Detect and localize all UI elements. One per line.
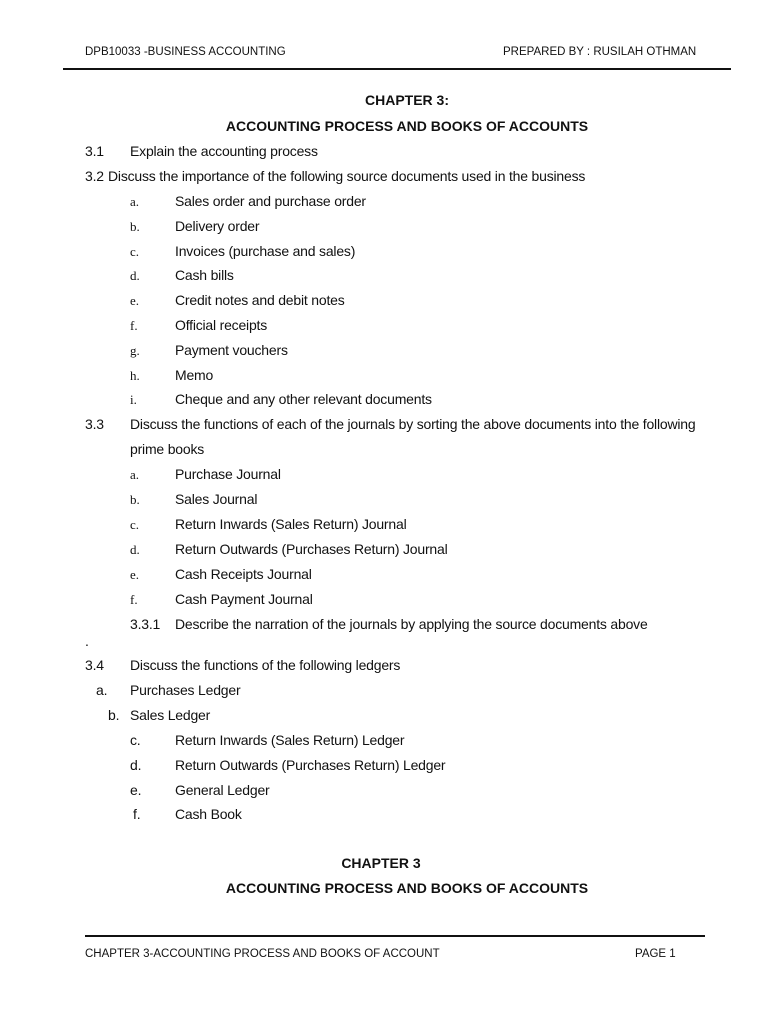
list-item: Official receipts: [175, 317, 268, 333]
chapter-title: CHAPTER 3:: [364, 92, 449, 108]
list-item: Purchases Ledger: [130, 682, 241, 698]
list-item-letter: e.: [130, 293, 140, 308]
section-text-3-3-cont: prime books: [130, 441, 205, 457]
footer-rule: [85, 935, 705, 937]
list-item: Cash Receipts Journal: [175, 566, 312, 582]
list-item-letter: b.: [130, 492, 140, 507]
list-item: Cheque and any other relevant documents: [175, 391, 432, 407]
list-item: Return Outwards (Purchases Return) Ledger: [175, 757, 446, 773]
list-item: Cash bills: [175, 267, 234, 283]
list-item-letter: a.: [130, 194, 140, 209]
chapter-subtitle: ACCOUNTING PROCESS AND BOOKS OF ACCOUNTS: [225, 118, 589, 134]
stray-dot: .: [85, 633, 89, 649]
list-item: Memo: [175, 367, 214, 383]
list-item-letter: b.: [130, 219, 140, 234]
list-item: Cash Payment Journal: [175, 591, 313, 607]
section-text-3-3: Discuss the functions of each of the journals by sorting the above documents into the following: [130, 416, 696, 432]
footer-page-number: PAGE 1: [635, 948, 676, 960]
list-item-letter: f.: [130, 318, 138, 333]
list-item-letter: h.: [130, 368, 140, 383]
chapter-subtitle-repeat: ACCOUNTING PROCESS AND BOOKS OF ACCOUNTS: [225, 880, 589, 896]
list-item-letter: c.: [130, 244, 140, 259]
footer-chapter: CHAPTER 3-ACCOUNTING PROCESS AND BOOKS OF ACCOUNT: [85, 948, 440, 960]
header-prepared-by: PREPARED BY : RUSILAH OTHMAN: [503, 46, 697, 58]
list-item-letter: a.: [130, 467, 140, 482]
section-text-3-2: Discuss the importance of the following source documents used in the business: [108, 168, 586, 184]
section-number-3-2: 3.2: [85, 168, 104, 184]
chapter-title-repeat: CHAPTER 3: [341, 855, 421, 871]
section-number-3-1: 3.1: [85, 143, 104, 159]
header-rule: [63, 68, 731, 70]
list-item: Return Inwards (Sales Return) Journal: [175, 516, 407, 532]
section-number-3-3: 3.3: [85, 416, 104, 432]
list-item-letter: g.: [130, 343, 140, 358]
list-item-letter: e.: [130, 567, 140, 582]
list-item: Cash Book: [175, 806, 242, 822]
section-number-3-4: 3.4: [85, 657, 104, 673]
list-item: General Ledger: [175, 782, 270, 798]
list-item-letter: a.: [96, 682, 108, 698]
list-item: Sales Journal: [175, 491, 258, 507]
list-item-letter: d.: [130, 542, 140, 557]
section-text-3-4: Discuss the functions of the following ledgers: [130, 657, 401, 673]
subsection-number-3-3-1: 3.3.1: [130, 616, 161, 632]
list-item: Sales order and purchase order: [175, 193, 366, 209]
list-item: Purchase Journal: [175, 466, 281, 482]
list-item-letter: f.: [130, 592, 138, 607]
list-item-letter: f.: [133, 806, 141, 822]
list-item: Delivery order: [175, 218, 260, 234]
list-item-letter: d.: [130, 268, 140, 283]
list-item: Return Outwards (Purchases Return) Journal: [175, 541, 448, 557]
list-item-letter: i.: [130, 392, 137, 407]
list-item-letter: d.: [130, 757, 142, 773]
list-item: Credit notes and debit notes: [175, 292, 345, 308]
section-text-3-1: Explain the accounting process: [130, 143, 318, 159]
list-item: Payment vouchers: [175, 342, 288, 358]
list-item-letter: c.: [130, 732, 141, 748]
list-item: Sales Ledger: [130, 707, 211, 723]
header-course-code: DPB10033 -BUSINESS ACCOUNTING: [85, 46, 286, 58]
subsection-text-3-3-1: Describe the narration of the journals by applying the source documents above: [175, 616, 648, 632]
list-item-letter: b.: [108, 707, 120, 723]
list-item-letter: c.: [130, 517, 140, 532]
list-item-letter: e.: [130, 782, 142, 798]
list-item: Return Inwards (Sales Return) Ledger: [175, 732, 405, 748]
list-item: Invoices (purchase and sales): [175, 243, 356, 259]
